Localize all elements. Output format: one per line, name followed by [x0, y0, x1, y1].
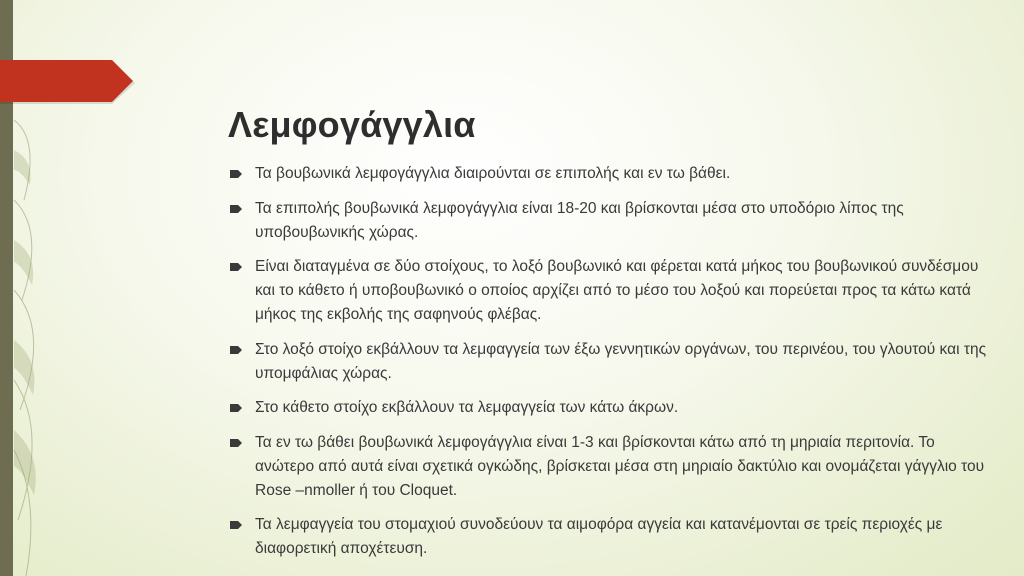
bullet-text: Τα επιπολής βουβωνικά λεμφογάγγλια είναι 18-20 και βρίσκονται μέσα στο υποδόριο λίπος της υποβουβωνικής χώρας.	[255, 199, 904, 241]
arrow-bullet-icon	[230, 439, 242, 447]
bullet-text: Στο κάθετο στοίχο εκβάλλουν τα λεμφαγγεία των κάτω άκρων.	[255, 399, 679, 416]
title-arrow-banner	[0, 60, 133, 102]
arrow-bullet-icon	[230, 205, 242, 213]
bullet-text: Στο λοξό στοίχο εκβάλλουν τα λεμφαγγεία των έξω γεννητικών οργάνων, του περινέου, του γλουτού και της υπομφάλιας χώρας.	[255, 340, 987, 382]
arrow-bullet-icon	[230, 404, 242, 412]
bullet-item	[230, 338, 990, 386]
bullet-text: Τα λεμφαγγεία του στομαχιού συνοδεύουν τα αιμοφόρα αγγεία και κατανέμονται σε τρείς περιοχές με διαφορετική αποχέτευση.	[255, 516, 943, 557]
bullet-text: Τα βουβωνικά λεμφογάγγλια διαιρούνται σε επιπολής και εν τω βάθει.	[255, 165, 731, 182]
bullet-item	[230, 162, 990, 186]
arrow-bullet-icon	[230, 346, 242, 354]
arrow-bullet-icon	[230, 521, 242, 529]
bullet-item	[230, 431, 990, 503]
arrow-bullet-icon	[230, 170, 242, 178]
bullet-item	[230, 197, 990, 245]
bullet-item	[230, 396, 990, 420]
bullet-list	[230, 162, 990, 572]
bullet-item	[230, 513, 990, 561]
bullet-text: Είναι διαταγμένα σε δύο στοίχους, το λοξό βουβωνικό και φέρεται κατά μήκος του βουβωνικού συνδέσμου και το κάθετο ή υποβουβωνικό ο οποίος αρχίζει από το μέσο του λοξού και πορεύεται προς τα κάτω κατά μήκος της εκβολής της σαφηνούς φλέβας.	[255, 258, 979, 323]
bullet-text: Τα εν τω βάθει βουβωνικά λεμφογάγγλια είναι 1-3 και βρίσκονται κάτω από τη μηριαία περιτονία. Το ανώτερο από αυτά είναι σχετικά ογκώδης, βρίσκεται μέσα στη μηριαίο δακτύλιο και ονομάζεται γάγγλιο του Rose –nmoller ή του Cloquet.	[255, 433, 985, 499]
arrow-bullet-icon	[230, 263, 242, 271]
bullet-item	[230, 255, 990, 327]
slide-title: Λεμφογάγγλια	[228, 104, 476, 145]
